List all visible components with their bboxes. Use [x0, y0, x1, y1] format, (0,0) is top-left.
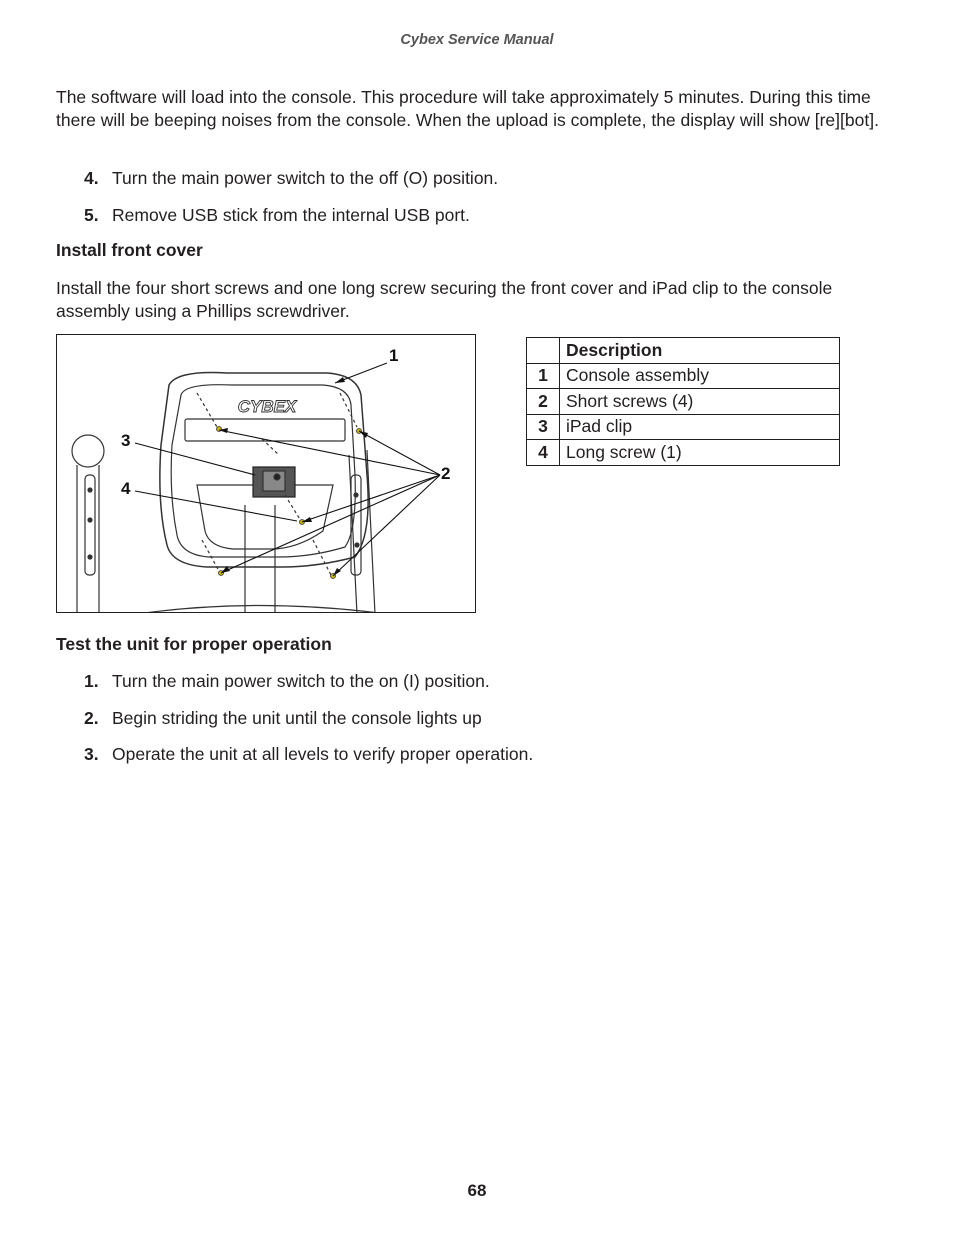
table-header-description: Description	[560, 338, 840, 364]
part-description: Short screws (4)	[560, 389, 840, 415]
intro-paragraph: The software will load into the console. This procedure will take approximately 5 minutes. During this time there will be beeping noises from the console. When the upload is complete, the display will show [re][bot].	[56, 87, 879, 130]
console-figure	[56, 334, 476, 613]
step-text: Remove USB stick from the internal USB port.	[112, 205, 470, 225]
callout-2: 2	[441, 464, 451, 483]
part-description: Long screw (1)	[560, 440, 840, 466]
table-row	[527, 440, 840, 466]
callout-1: 1	[389, 346, 399, 365]
page-number: 68	[467, 1181, 487, 1200]
running-header: Cybex Service Manual	[400, 32, 554, 48]
part-number: 1	[527, 363, 560, 389]
install-paragraph: Install the four short screws and one long screw securing the front cover and iPad clip to the console assembly using a Phillips screwdriver.	[56, 278, 833, 321]
table-header-row	[527, 338, 840, 364]
cybex-logo: CYBEX	[237, 397, 297, 416]
console-illustration	[57, 335, 476, 613]
part-number: 2	[527, 389, 560, 415]
step-text: Operate the unit at all levels to verify proper operation.	[112, 744, 534, 764]
test-step	[84, 743, 533, 765]
install-heading: Install front cover	[56, 240, 203, 260]
upload-step	[84, 167, 498, 189]
step-text: Turn the main power switch to the off (O) position.	[112, 168, 499, 188]
part-number: 3	[527, 414, 560, 440]
step-text: Begin striding the unit until the console lights up	[112, 708, 482, 728]
part-number: 4	[527, 440, 560, 466]
left-handle	[77, 465, 99, 613]
step-number: 1.	[84, 671, 99, 691]
callout-4: 4	[121, 479, 131, 498]
test-step	[84, 707, 482, 729]
test-heading: Test the unit for proper operation	[56, 634, 332, 654]
table-row	[527, 414, 840, 440]
callout-3: 3	[121, 431, 131, 450]
left-handle-knob	[72, 435, 104, 467]
table-row	[527, 389, 840, 415]
parts-legend-table	[526, 337, 840, 466]
table-row	[527, 363, 840, 389]
upload-step	[84, 204, 470, 226]
step-number: 3.	[84, 744, 99, 764]
part-description: Console assembly	[560, 363, 840, 389]
test-step	[84, 670, 490, 692]
table-header-empty	[527, 338, 560, 364]
step-text: Turn the main power switch to the on (I) position.	[112, 671, 490, 691]
step-number: 2.	[84, 708, 99, 728]
step-number: 4.	[84, 168, 99, 188]
part-description: iPad clip	[560, 414, 840, 440]
step-number: 5.	[84, 205, 99, 225]
